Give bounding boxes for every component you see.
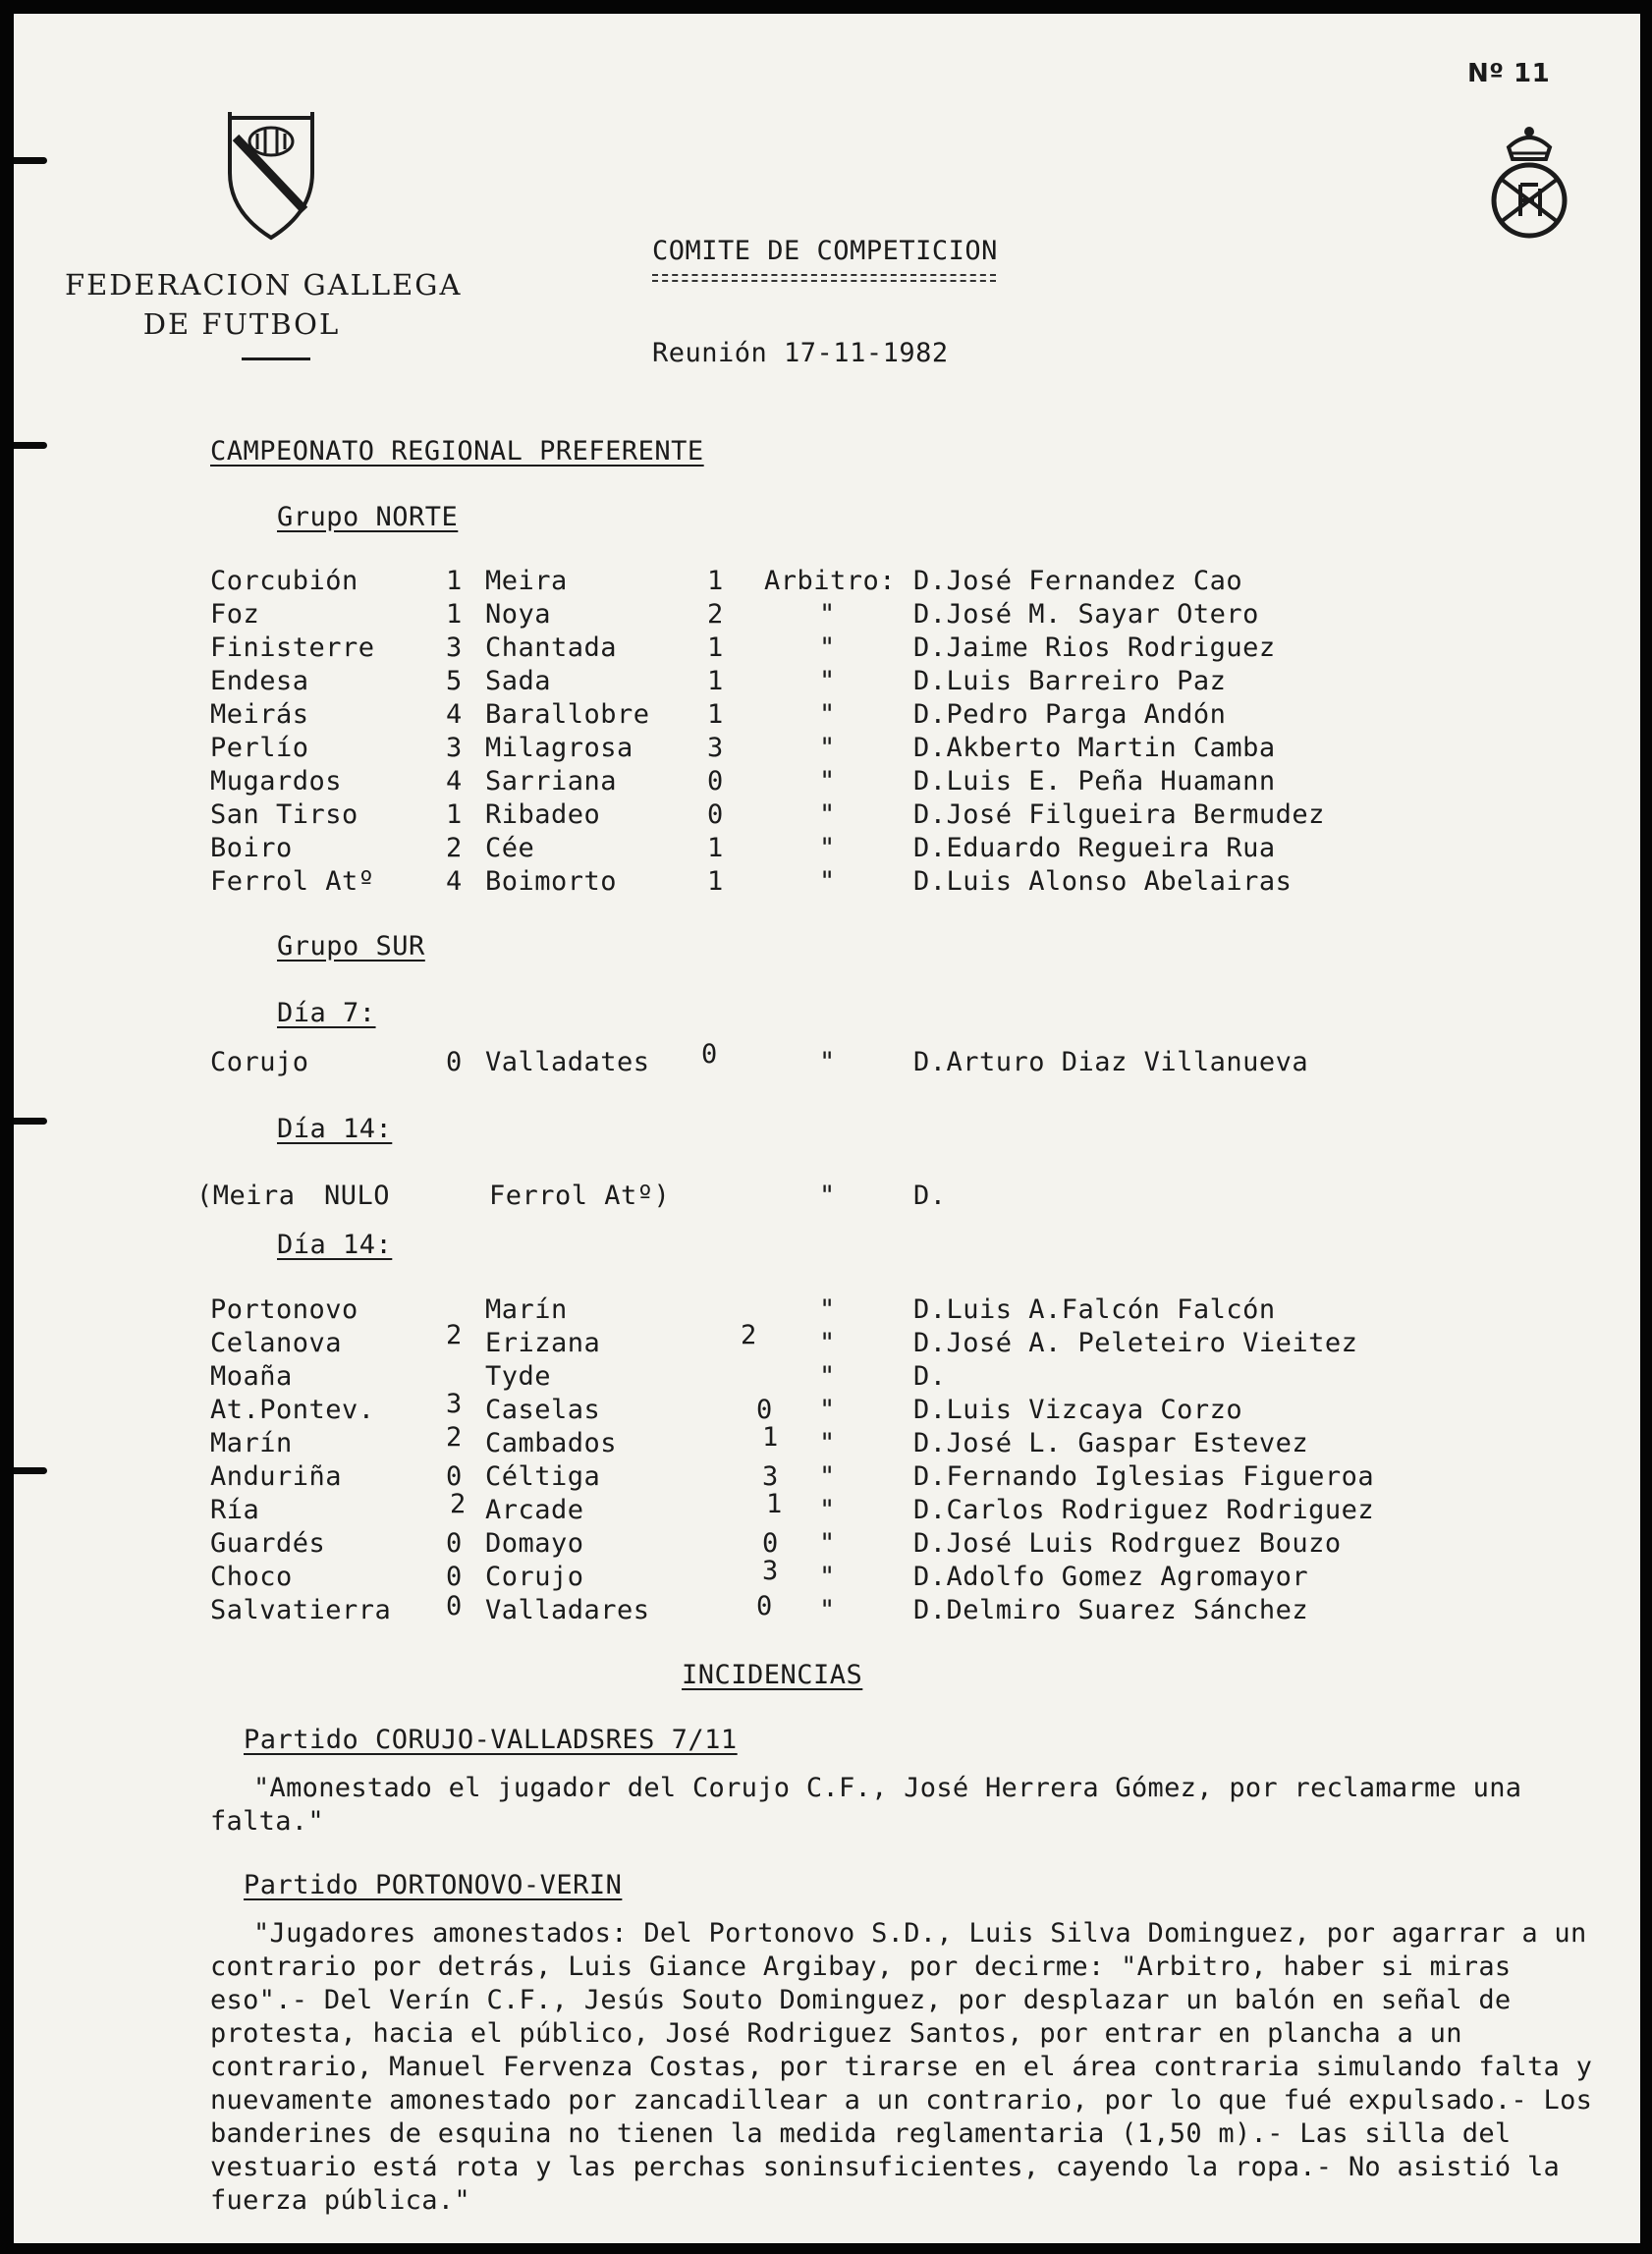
- away-team: Marín: [485, 1294, 568, 1325]
- away-team: Valladates: [485, 1047, 650, 1077]
- ditto-mark: ": [819, 666, 836, 696]
- referee-name: D.José A. Peleteiro Vieitez: [913, 1328, 1358, 1358]
- incidents-title: INCIDENCIAS: [682, 1660, 863, 1690]
- home-team: Salvatierra: [210, 1595, 392, 1625]
- referee-name: D.Fernando Iglesias Figueroa: [913, 1461, 1375, 1492]
- incident-paragraph: "Jugadores amonestados: Del Portonovo S.D., Luis Silva Dominguez, por agarrar a un contrario por detrás, Luis Giance Argibay, por decirme: "Arbitro, haber si miras eso".- Del Verín C.F., Jesús Souto Dominguez, por desplazar un balón en señal de protesta, hacia el público, José Rodriguez Santos, por entrar en plancha a un contrario, Manuel Fervenza Costas, por tirarse en el área contraria simulando falta y nuevamente amonestado por zancadillear a un contrario, por lo que fué expulsado.- Los banderines de esquina no tienen la medida reglamentaria (1,50 m).- Las silla del vestuario está rota y las perchas soninsuficientes, cayendo la ropa.- No asistió la fuerza pública.": [210, 1918, 1593, 2216]
- away-score: 0: [756, 1395, 773, 1425]
- ditto-mark: ": [819, 1595, 836, 1625]
- away-team: Sarriana: [485, 766, 618, 797]
- home-score: 0: [446, 1562, 463, 1592]
- referee-name: D.José L. Gaspar Estevez: [913, 1428, 1309, 1458]
- ditto-mark: ": [819, 699, 836, 730]
- away-team: Erizana: [485, 1328, 601, 1358]
- ditto-mark: ": [819, 833, 836, 863]
- meeting-date: Reunión 17-11-1982: [652, 338, 949, 368]
- referee-name: D.: [913, 1181, 947, 1211]
- binder-hole: [14, 157, 47, 164]
- referee-name: D.Carlos Rodriguez Rodriguez: [913, 1495, 1375, 1525]
- home-team: Portonovo: [210, 1294, 358, 1325]
- referee-label: Arbitro:: [764, 566, 897, 596]
- home-team: Ría: [210, 1495, 260, 1525]
- away-score: 3: [762, 1461, 779, 1492]
- away-team: Chantada: [485, 632, 618, 663]
- away-score: 1: [707, 866, 724, 897]
- away-team: Ferrol Atº): [489, 1181, 671, 1211]
- federation-shield-icon: [222, 108, 320, 244]
- referee-name: D.José Fernandez Cao: [913, 566, 1243, 596]
- home-score: 0: [446, 1461, 463, 1492]
- away-team: Ribadeo: [485, 799, 601, 830]
- group-sur-title: Grupo SUR: [277, 931, 425, 962]
- home-score: 2: [446, 833, 463, 863]
- away-team: Valladares: [485, 1595, 650, 1625]
- home-score: 3: [446, 1389, 463, 1419]
- home-team: Moaña: [210, 1361, 293, 1392]
- away-team: Céltiga: [485, 1461, 601, 1492]
- home-team: Guardés: [210, 1528, 326, 1559]
- away-score: 0: [707, 799, 724, 830]
- home-score: 1: [446, 799, 463, 830]
- ditto-mark: ": [819, 1294, 836, 1325]
- away-score: 1: [766, 1489, 783, 1519]
- referee-name: D.Luis Alonso Abelairas: [913, 866, 1293, 897]
- home-team: Meirás: [210, 699, 309, 730]
- ditto-mark: ": [819, 799, 836, 830]
- away-team: Boimorto: [485, 866, 618, 897]
- away-score: 1: [707, 566, 724, 596]
- federation-name-line2: DE FUTBOL: [142, 307, 341, 341]
- binder-hole: [14, 442, 47, 449]
- referee-name: D.José Filgueira Bermudez: [913, 799, 1325, 830]
- home-team: At.Pontev.: [210, 1395, 375, 1425]
- home-score: 5: [446, 666, 463, 696]
- away-score: 2: [741, 1320, 757, 1350]
- referee-name: D.Eduardo Regueira Rua: [913, 833, 1276, 863]
- away-team: Corujo: [485, 1562, 584, 1592]
- referee-name: D.: [913, 1361, 947, 1392]
- away-score: 3: [762, 1556, 779, 1586]
- ditto-mark: ": [819, 599, 836, 630]
- home-score: 0: [446, 1047, 463, 1077]
- ditto-mark: ": [819, 1528, 836, 1559]
- home-score: 3: [446, 632, 463, 663]
- referee-name: D.Pedro Parga Andón: [913, 699, 1227, 730]
- away-score: 0: [707, 766, 724, 797]
- page-number: Nº 11: [1467, 59, 1551, 88]
- away-score: 1: [707, 632, 724, 663]
- away-team: Domayo: [485, 1528, 584, 1559]
- ditto-mark: ": [819, 866, 836, 897]
- ditto-mark: ": [819, 632, 836, 663]
- home-score: 3: [446, 733, 463, 763]
- home-team: Choco: [210, 1562, 293, 1592]
- away-team: Cée: [485, 833, 535, 863]
- away-team: Meira: [485, 566, 568, 596]
- home-score: 2: [450, 1489, 467, 1519]
- incident-heading: Partido CORUJO-VALLADSRES 7/11: [244, 1725, 738, 1755]
- referee-name: D.Delmiro Suarez Sánchez: [913, 1595, 1309, 1625]
- away-score: 0: [762, 1528, 779, 1559]
- referee-name: D.Adolfo Gomez Agromayor: [913, 1562, 1309, 1592]
- committee-title: COMITE DE COMPETICION: [652, 236, 998, 266]
- binder-hole: [14, 1467, 47, 1474]
- federation-rule: [242, 357, 310, 360]
- away-score: 0: [756, 1591, 773, 1622]
- crowned-emblem-icon: [1487, 116, 1571, 244]
- home-team: Finisterre: [210, 632, 375, 663]
- away-team: Caselas: [485, 1395, 601, 1425]
- away-score: 1: [707, 666, 724, 696]
- referee-name: D.Luis E. Peña Huamann: [913, 766, 1276, 797]
- ditto-mark: ": [819, 766, 836, 797]
- day-14-label: Día 14:: [277, 1114, 393, 1144]
- away-team: Milagrosa: [485, 733, 633, 763]
- away-team: Sada: [485, 666, 552, 696]
- referee-name: D.Luis Vizcaya Corzo: [913, 1395, 1243, 1425]
- ditto-mark: ": [819, 1428, 836, 1458]
- home-score: 4: [446, 766, 463, 797]
- day-14-label: Día 14:: [277, 1230, 393, 1260]
- referee-name: D.Jaime Rios Rodriguez: [913, 632, 1276, 663]
- day-7-label: Día 7:: [277, 998, 376, 1028]
- home-score: 4: [446, 866, 463, 897]
- away-score: 0: [701, 1039, 718, 1070]
- away-score: 1: [707, 699, 724, 730]
- home-team: (Meira: [196, 1181, 296, 1211]
- away-team: Cambados: [485, 1428, 618, 1458]
- incident-text: [210, 1917, 1615, 2218]
- home-team: Corujo: [210, 1047, 309, 1077]
- referee-name: D.Luis Barreiro Paz: [913, 666, 1227, 696]
- home-team: Ferrol Atº: [210, 866, 375, 897]
- away-score: 1: [762, 1422, 779, 1453]
- referee-name: D.José Luis Rodrguez Bouzo: [913, 1528, 1342, 1559]
- home-score: 1: [446, 566, 463, 596]
- home-team: Celanova: [210, 1328, 343, 1358]
- home-score: 2: [446, 1320, 463, 1350]
- document-page: [14, 14, 1640, 2243]
- referee-name: D.Luis A.Falcón Falcón: [913, 1294, 1276, 1325]
- referee-name: D.Akberto Martin Camba: [913, 733, 1276, 763]
- ditto-mark: ": [819, 1047, 836, 1077]
- committee-title-rule: [652, 274, 996, 282]
- ditto-mark: ": [819, 733, 836, 763]
- home-score: 4: [446, 699, 463, 730]
- ditto-mark: ": [819, 1361, 836, 1392]
- ditto-mark: ": [819, 1562, 836, 1592]
- incident-heading: Partido PORTONOVO-VERIN: [244, 1870, 623, 1900]
- home-team: Foz: [210, 599, 260, 630]
- home-score: 0: [446, 1591, 463, 1622]
- home-score: 2: [446, 1422, 463, 1453]
- group-norte-title: Grupo NORTE: [277, 502, 459, 532]
- away-score: 2: [707, 599, 724, 630]
- home-team: Perlío: [210, 733, 309, 763]
- ditto-mark: ": [819, 1495, 836, 1525]
- away-score: 1: [707, 833, 724, 863]
- championship-title: CAMPEONATO REGIONAL PREFERENTE: [210, 436, 704, 467]
- home-team: Corcubión: [210, 566, 358, 596]
- away-team: Arcade: [485, 1495, 584, 1525]
- home-score: 1: [446, 599, 463, 630]
- home-team: Anduriña: [210, 1461, 343, 1492]
- home-score: 0: [446, 1528, 463, 1559]
- away-team: Noya: [485, 599, 552, 630]
- home-team: San Tirso: [210, 799, 358, 830]
- ditto-mark: ": [819, 1461, 836, 1492]
- home-team: Boiro: [210, 833, 293, 863]
- home-team: Mugardos: [210, 766, 343, 797]
- ditto-mark: ": [819, 1395, 836, 1425]
- referee-name: D.Arturo Diaz Villanueva: [913, 1047, 1309, 1077]
- ditto-mark: ": [819, 1181, 836, 1211]
- home-team: Marín: [210, 1428, 293, 1458]
- federation-name: [65, 265, 463, 344]
- away-team: Tyde: [485, 1361, 552, 1392]
- referee-name: D.José M. Sayar Otero: [913, 599, 1259, 630]
- ditto-mark: ": [819, 1328, 836, 1358]
- incident-paragraph: "Amonestado el jugador del Corujo C.F., José Herrera Gómez, por reclamarme una falta.": [210, 1773, 1522, 1837]
- binder-hole: [14, 1118, 47, 1125]
- void-result: NULO: [324, 1181, 391, 1211]
- home-team: Endesa: [210, 666, 309, 696]
- incident-text: [210, 1772, 1615, 1839]
- away-score: 3: [707, 733, 724, 763]
- away-team: Barallobre: [485, 699, 650, 730]
- federation-name-line1: FEDERACION GALLEGA: [65, 268, 463, 302]
